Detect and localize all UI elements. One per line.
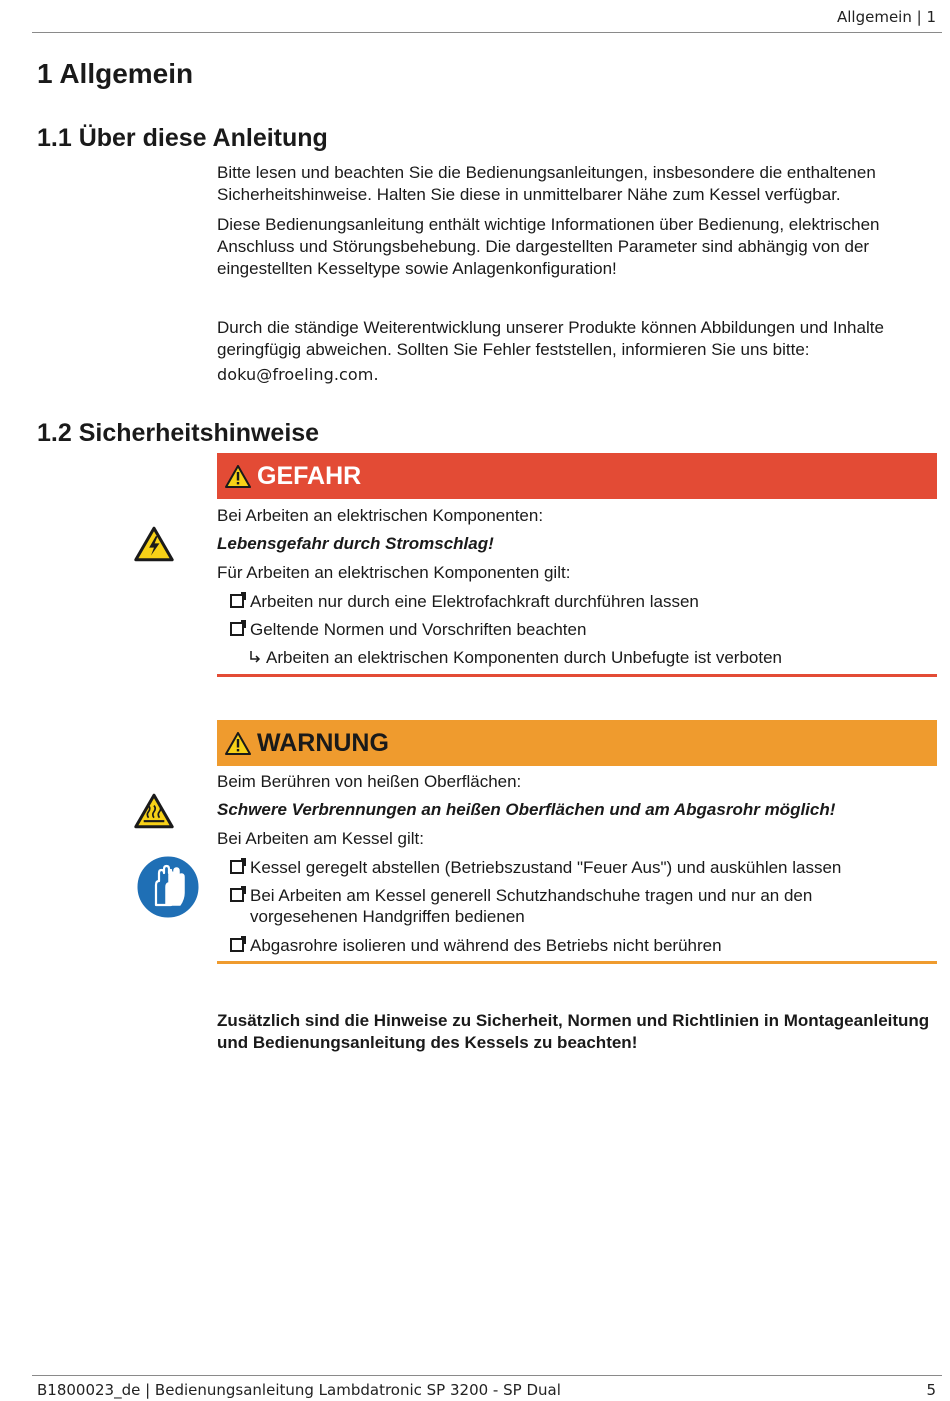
checkbox-bullet-icon (230, 888, 244, 902)
about-paragraph-2: Diese Bedienungsanleitung enthält wichtige Informationen über Bedienung, elektrischen Anschluss und Störungsbehebung. Die dargestellten Parameter sind abhängig von der eingestellten Kesseltype sowie Anlagenkonfiguration! (217, 215, 880, 278)
electric-shock-warning-icon (134, 514, 174, 574)
list-item: Arbeiten nur durch eine Elektrofachkraft durchführen lassen (230, 591, 930, 612)
warning-end-rule (217, 961, 937, 964)
checkbox-bullet-icon (230, 938, 244, 952)
about-paragraph-1: Bitte lesen und beachten Sie die Bedienungsanleitungen, insbesondere die enthaltenen Sicherheitshinweise. Halten Sie diese in unmittelbarer Nähe zum Kessel verfügbar. (217, 163, 876, 204)
header-rule (32, 32, 942, 33)
about-paragraph-3: Durch die ständige Weiterentwicklung unserer Produkte können Abbildungen und Inhalte geringfügig abweichen. Sollten Sie Fehler feststellen, informieren Sie uns bitte: doku@froeling.com. (217, 318, 884, 384)
danger-result: Arbeiten an elektrischen Komponenten durch Unbefugte ist verboten (248, 647, 782, 669)
footer-document-title: B1800023_de | Bedienungsanleitung Lambdatronic SP 3200 - SP Dual (37, 1381, 561, 1399)
list-item: Geltende Normen und Vorschriften beachten (230, 619, 930, 640)
result-arrow-icon (248, 650, 262, 664)
warning-rule-intro: Bei Arbeiten am Kessel gilt: (217, 829, 424, 848)
list-item: Bei Arbeiten am Kessel generell Schutzhandschuhe tragen und nur an den vorgesehenen Handgriffen bedienen (230, 885, 850, 927)
page-number: 5 (926, 1381, 936, 1399)
hot-surface-warning-icon (134, 781, 174, 841)
danger-intro: Bei Arbeiten an elektrischen Komponenten: (217, 506, 544, 525)
list-item: Kessel geregelt abstellen (Betriebszustand "Feuer Aus") und auskühlen lassen (230, 857, 930, 878)
danger-banner (217, 453, 937, 499)
contact-email[interactable]: doku@froeling.com. (217, 365, 379, 384)
footer-rule (32, 1375, 942, 1376)
danger-hazard: Lebensgefahr durch Stromschlag! (217, 534, 494, 553)
list-item: Abgasrohre isolieren und während des Betriebs nicht berühren (230, 935, 930, 956)
danger-label: GEFAHR (257, 461, 362, 490)
additional-note: Zusätzlich sind die Hinweise zu Sicherheit, Normen und Richtlinien in Montageanleitung und Bedienungsanleitung des Kessels zu beachten! (217, 1011, 930, 1052)
section-title-safety: 1.2 Sicherheitshinweise (37, 419, 320, 447)
running-header: Allgemein | 1 (837, 8, 936, 26)
danger-end-rule (217, 674, 937, 677)
warning-banner (217, 720, 937, 766)
warning-hazard: Schwere Verbrennungen an heißen Oberflächen und am Abgasrohr möglich! (217, 800, 836, 819)
warning-triangle-icon (225, 465, 251, 488)
checkbox-bullet-icon (230, 594, 244, 608)
warning-intro: Beim Berühren von heißen Oberflächen: (217, 772, 522, 791)
danger-rule-intro: Für Arbeiten an elektrischen Komponenten gilt: (217, 563, 571, 582)
checkbox-bullet-icon (230, 860, 244, 874)
warning-label: WARNUNG (257, 728, 389, 757)
chapter-title: 1 Allgemein (37, 58, 194, 89)
checkbox-bullet-icon (230, 622, 244, 636)
gloves-mandatory-icon (136, 855, 200, 919)
section-title-about: 1.1 Über diese Anleitung (37, 124, 328, 152)
warning-triangle-icon (225, 732, 251, 755)
